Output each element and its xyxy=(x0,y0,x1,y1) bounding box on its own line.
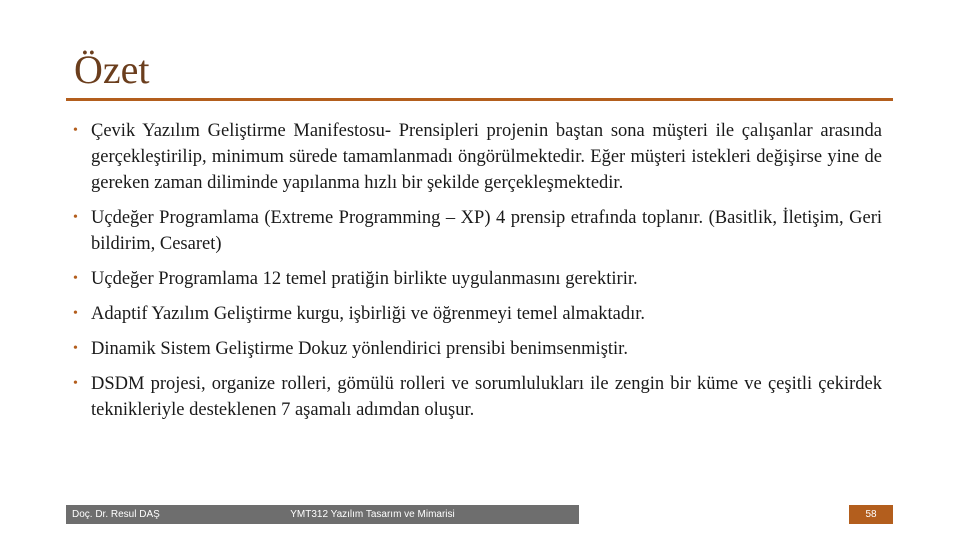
bullet-text: Dinamik Sistem Geliştirme Dokuz yönlendirici prensibi benimsenmiştir. xyxy=(91,339,628,359)
bullet-text: Adaptif Yazılım Geliştirme kurgu, işbirliği ve öğrenmeyi temel almaktadır. xyxy=(91,304,646,324)
bullet-marker: • xyxy=(73,376,78,391)
footer-course: YMT312 Yazılım Tasarım ve Mimarisi xyxy=(166,505,579,524)
bullet-marker: • xyxy=(73,341,78,356)
footer-page-number: 58 xyxy=(849,505,893,524)
bullet-marker: • xyxy=(73,123,78,138)
title-divider xyxy=(66,98,893,101)
slide-title: Özet xyxy=(74,47,150,92)
bullet-text: DSDM projesi, organize rolleri, gömülü rolleri ve sorumlulukları ile zengin bir küme ve çeşitli çekirdek teknikleriyle desteklenen 7 aşamalı adımdan oluşur. xyxy=(91,374,882,420)
bullet-text: Çevik Yazılım Geliştirme Manifestosu- Prensipleri projenin baştan sona müşteri ile çalışanlar arasında gerçekleştirilip, minimum sürede tamamlanmadı öngörülmektedir. Eğer müşteri istekleri değişirse yine de gereken zaman diliminde yapılanma hızlı bir şekilde gerçekleşmektedir. xyxy=(91,121,882,193)
bullet-item xyxy=(72,205,882,257)
bullet-marker: • xyxy=(73,271,78,286)
bullet-item xyxy=(72,371,882,423)
bullet-marker: • xyxy=(73,210,78,225)
bullet-item xyxy=(72,118,882,196)
bullet-marker: • xyxy=(73,306,78,321)
bullet-list xyxy=(72,118,882,432)
bullet-text: Uçdeğer Programlama (Extreme Programming – XP) 4 prensip etrafında toplanır. (Basitlik, İletişim, Geri bildirim, Cesaret) xyxy=(91,208,882,254)
bullet-text: Uçdeğer Programlama 12 temel pratiğin birlikte uygulanmasını gerektirir. xyxy=(91,269,638,289)
bullet-item xyxy=(72,301,882,327)
footer-author: Doç. Dr. Resul DAŞ xyxy=(66,505,166,524)
bullet-item xyxy=(72,336,882,362)
bullet-item xyxy=(72,266,882,292)
